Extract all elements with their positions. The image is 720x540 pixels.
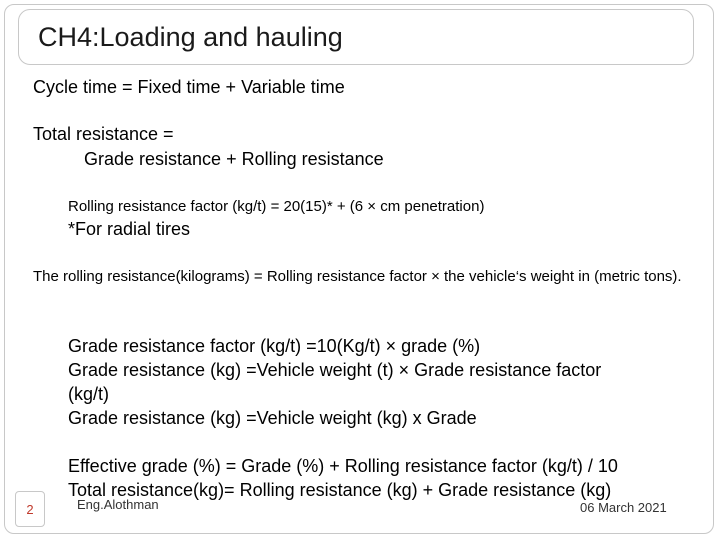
footer-date: 06 March 2021 bbox=[580, 500, 667, 515]
grade-resistance-factor-formula: Grade resistance factor (kg/t) =10(Kg/t) × grade (%) bbox=[68, 336, 481, 356]
total-resistance-label: Total resistance = bbox=[33, 124, 174, 144]
total-resistance-formula: Grade resistance + Rolling resistance bbox=[84, 149, 384, 169]
rolling-resistance-definition: The rolling resistance(kilograms) = Rolling resistance factor × the vehicle‘s weight in (metric tons). bbox=[33, 268, 682, 285]
effective-grade-formula: Effective grade (%) = Grade (%) + Rolling resistance factor (kg/t) / 10 bbox=[68, 456, 618, 476]
footer-author: Eng.Alothman bbox=[77, 497, 159, 512]
total-resistance-kg-formula: Total resistance(kg)= Rolling resistance (kg) + Grade resistance (kg) bbox=[68, 480, 612, 500]
grade-resistance-alt-formula: Grade resistance (kg) =Vehicle weight (kg) x Grade bbox=[68, 408, 477, 428]
grade-resistance-formula-line1: Grade resistance (kg) =Vehicle weight (t) × Grade resistance factor bbox=[68, 360, 602, 380]
radial-tires-note: *For radial tires bbox=[68, 219, 191, 239]
slide-number: 2 bbox=[15, 491, 45, 527]
slide-title: CH4:Loading and hauling bbox=[38, 22, 343, 52]
rolling-resistance-factor-formula: Rolling resistance factor (kg/t) = 20(15)* + (6 × cm penetration) bbox=[68, 198, 485, 215]
grade-resistance-formula-line2: (kg/t) bbox=[68, 384, 110, 404]
cycle-time-formula: Cycle time = Fixed time + Variable time bbox=[33, 77, 345, 97]
